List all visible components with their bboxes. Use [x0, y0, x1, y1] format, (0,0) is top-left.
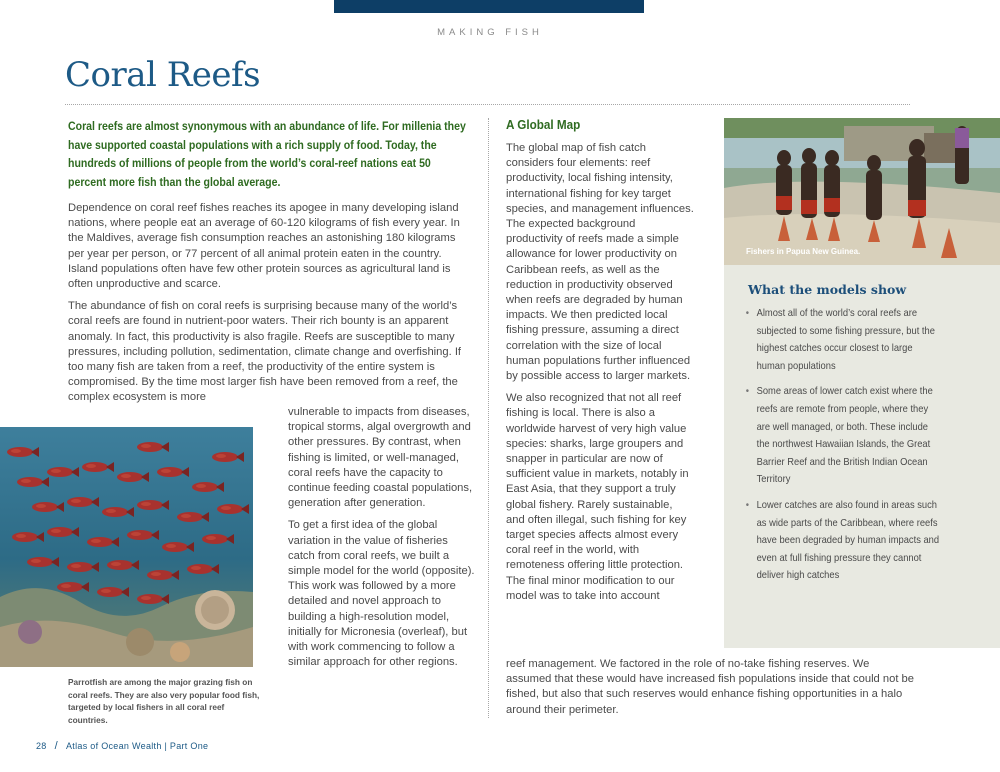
- sidebar-bullet-list: [744, 305, 944, 593]
- sidebar-heading: What the models show: [748, 282, 907, 297]
- top-accent-bar: [334, 0, 644, 13]
- column1-text: [68, 201, 471, 406]
- sidebar-bullet-3: • Lower catches are also found in areas such as wide parts of the Caribbean, where reefs have been degraded by human impacts and even at full fishing pressure they cannot deliver high catches: [744, 497, 941, 585]
- section-kicker: MAKING FISH: [437, 27, 543, 38]
- footer-slash-icon: /: [54, 740, 58, 752]
- book-title: Atlas of Ocean Wealth | Part One: [65, 741, 209, 751]
- column2-text: [506, 141, 694, 604]
- column1-paragraph-3: To get a first idea of the global variation in the value of fisheries catch from coral reefs, we built a simple model for the world (opposite). This work was followed by a more detailed and novel approach to building a high-resolution model, initially for Micronesia (overleaf), but with work commencing to follow a similar approach for other regions.: [288, 519, 475, 669]
- sidebar-bullet-2: • Some areas of lower catch exist where the reefs are remote from people, where they are well managed, or both. These include the northwest Hawaiian Islands, the Great Barrier Reef and the British Indian Ocean Territory: [744, 383, 941, 489]
- global-map-heading: A Global Map: [506, 117, 581, 132]
- fishers-caption: Fishers in Papua New Guinea.: [746, 247, 861, 256]
- fishers-photo: [724, 118, 1000, 265]
- column1-paragraph-2: The abundance of fish on coral reefs is surprising because many of the world’s coral reefs are found in nutrient-poor waters. Their rich bounty is an apparent anomaly. In fact, this productivity is also fragile. Reefs are susceptible to many pressures, including pollution, sedimentation, climate change and overfishing. If too many fish are taken from a reef, the productivity of the entire system is compromised. By the time most larger fish have been removed from a reef, the complex ecosystem is more: [68, 300, 462, 404]
- parrotfish-caption: Parrotfish are among the major grazing fish on coral reefs. They are also very popular food fish, targeted by local fishers in all coral reef countries.: [68, 677, 260, 725]
- parrotfish-image: [0, 427, 253, 667]
- column2-bottom-text: [506, 657, 914, 725]
- column2-paragraph-2: We also recognized that not all reef fishing is local. There is also a worldwide harvest of very high value species: sharks, large groupers and snapper in particular are now of sufficient value in markets, notably in East Asia, that they support a truly global fishery. Rarely sustainable, and often illegal, such fishing for key target species affects almost every coral reef in the world, with remoteness offering little protection. The final minor modification to our model was to take into account: [506, 392, 689, 602]
- column2-paragraph-2-continued: reef management. We factored in the role of no-take fishing reserves. We assumed that these would have increased fish populations inside that could not be fished, but also that such reserves would enhance fishing opportunities in a halo around their perimeter.: [506, 658, 914, 716]
- title-divider: [65, 104, 910, 105]
- fishers-image: [724, 118, 1000, 265]
- column-divider: [488, 118, 489, 718]
- page-number: 28: [36, 741, 47, 751]
- column1-wrap-text: [288, 405, 476, 677]
- page-footer: [36, 740, 208, 752]
- intro-paragraph: Coral reefs are almost synonymous with an abundance of life. For millenia they have supported coastal populations with a rich supply of food. Today, the hundreds of millions of people from the world’s coral-reef nations eat 50 percent more fish than the global average.: [68, 119, 466, 189]
- parrotfish-photo: [0, 427, 253, 667]
- column1-paragraph-1: Dependence on coral reef fishes reaches its apogee in many developing island nations, where people eat an average of 60-120 kilograms of fish every year. In the Maldives, average fish consumption reaches an astonishing 180 kilograms per year per person, or 77 percent of all animal protein eaten in the country. Island populations often have few other protein sources as agricultural land is often unproductive and scarce.: [68, 202, 460, 291]
- column2-paragraph-1: The global map of fish catch considers four elements: reef productivity, local fishing intensity, international fishing for key target species, and management influences. The expected background productivity of reefs made a simple allowance for lower productivity on Caribbean reefs, as well as the reduction in productivity observed when reefs are degraded by human impacts. We then predicted local fishing pressure, assuming a direct correlation with the size of local human populations further influenced by possible access to larger markets.: [506, 142, 694, 383]
- column1-paragraph-2-continued: vulnerable to impacts from diseases, tropical storms, algal overgrowth and other pressures. By contrast, when fishing is limited, or well-managed, coral reefs have the capacity to continue feeding coastal populations, generation after generation.: [288, 406, 473, 510]
- page-title: Coral Reefs: [65, 55, 261, 95]
- sidebar-bullet-1: • Almost all of the world’s coral reefs are subjected to some fishing pressure, but the highest catches occur closest to large human populations: [744, 305, 941, 375]
